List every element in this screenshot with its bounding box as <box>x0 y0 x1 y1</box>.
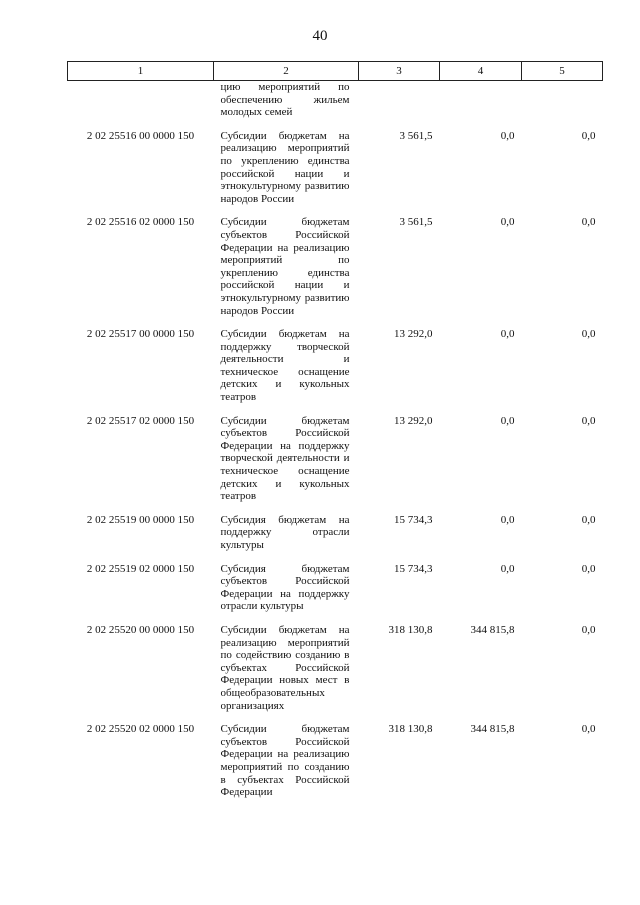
table-row <box>68 317 603 404</box>
amount-col5: 0,0 <box>581 216 596 229</box>
column-header-1: 1 <box>68 62 214 81</box>
description: Субсидии бюджетам субъектов Российской Федерации на реализацию мероприятий по укреплению единства российской нации и этнокультурному развитию народов России <box>220 216 350 317</box>
amount-col3: 13 292,0 <box>394 414 433 427</box>
budget-code: 2 02 25516 02 0000 150 <box>86 216 195 229</box>
budget-code: 2 02 25516 00 0000 150 <box>86 129 195 142</box>
description: Субсидия бюджетам субъектов Российской Федерации на поддержку отрасли культуры <box>220 562 350 613</box>
description: Субсидии бюджетам на поддержку творческой деятельности и техническое оснащение детских и кукольных театров <box>220 328 350 404</box>
amount-col3: 318 130,8 <box>388 723 433 736</box>
amount-col4: 0,0 <box>500 129 515 142</box>
column-header-3: 3 <box>359 62 440 81</box>
column-header-2: 2 <box>214 62 359 81</box>
amount-col4: 344 815,8 <box>470 723 515 736</box>
amount-col3: 3 561,5 <box>399 129 433 142</box>
amount-col5: 0,0 <box>581 562 596 575</box>
amount-col4: 0,0 <box>500 562 515 575</box>
code-cell <box>68 81 214 119</box>
budget-code: 2 02 25517 02 0000 150 <box>86 414 195 427</box>
budget-code: 2 02 25520 02 0000 150 <box>86 723 195 736</box>
description: Субсидии бюджетам субъектов Российской Федерации на реализацию мероприятий по созданию в субъектах Российской Федерации <box>220 723 350 799</box>
amount-col3: 3 561,5 <box>399 216 433 229</box>
amount-col4: 0,0 <box>500 328 515 341</box>
column-header-5: 5 <box>522 62 603 81</box>
budget-code: 2 02 25519 00 0000 150 <box>86 513 195 526</box>
table-row <box>68 119 603 206</box>
description: Субсидии бюджетам субъектов Российской Федерации на поддержку творческой деятельности и техническое оснащение детских и кукольных театров <box>220 414 350 503</box>
table-row <box>68 503 603 552</box>
budget-code: 2 02 25519 02 0000 150 <box>86 562 195 575</box>
amount-col3: 15 734,3 <box>394 513 433 526</box>
budget-table <box>67 61 603 799</box>
table-row <box>68 552 603 613</box>
page-number: 40 <box>312 28 328 44</box>
table-row <box>68 613 603 712</box>
budget-code: 2 02 25517 00 0000 150 <box>86 328 195 341</box>
description: Субсидии бюджетам на реализацию мероприятий по укреплению единства российской нации и этнокультурному развитию народов России <box>220 129 350 205</box>
table-row <box>68 712 603 799</box>
amount-col5: 0,0 <box>581 328 596 341</box>
amount-col4: 0,0 <box>500 414 515 427</box>
amount-col5: 0,0 <box>581 129 596 142</box>
column-header-4: 4 <box>440 62 522 81</box>
amount-col3: 318 130,8 <box>388 623 433 636</box>
amount-col5: 0,0 <box>581 513 596 526</box>
continuation-text: цию мероприятий по обеспечению жильем молодых семей <box>220 81 350 119</box>
amount-col5: 0,0 <box>581 723 596 736</box>
amount-col4: 0,0 <box>500 216 515 229</box>
budget-code: 2 02 25520 00 0000 150 <box>86 623 195 636</box>
table-row <box>68 404 603 503</box>
continuation-row <box>68 81 603 119</box>
amount-col3: 13 292,0 <box>394 328 433 341</box>
amount-col3: 15 734,3 <box>394 562 433 575</box>
amount-col5: 0,0 <box>581 414 596 427</box>
table-row <box>68 205 603 317</box>
amount-col5: 0,0 <box>581 623 596 636</box>
description: Субсидии бюджетам на реализацию мероприятий по содействию созданию в субъектах Российской Федерации новых мест в общеобразовательных организациях <box>220 623 350 712</box>
amount-col4: 0,0 <box>500 513 515 526</box>
amount-col4: 344 815,8 <box>470 623 515 636</box>
description: Субсидия бюджетам на поддержку отрасли культуры <box>220 513 350 551</box>
column-header-row <box>68 62 603 81</box>
